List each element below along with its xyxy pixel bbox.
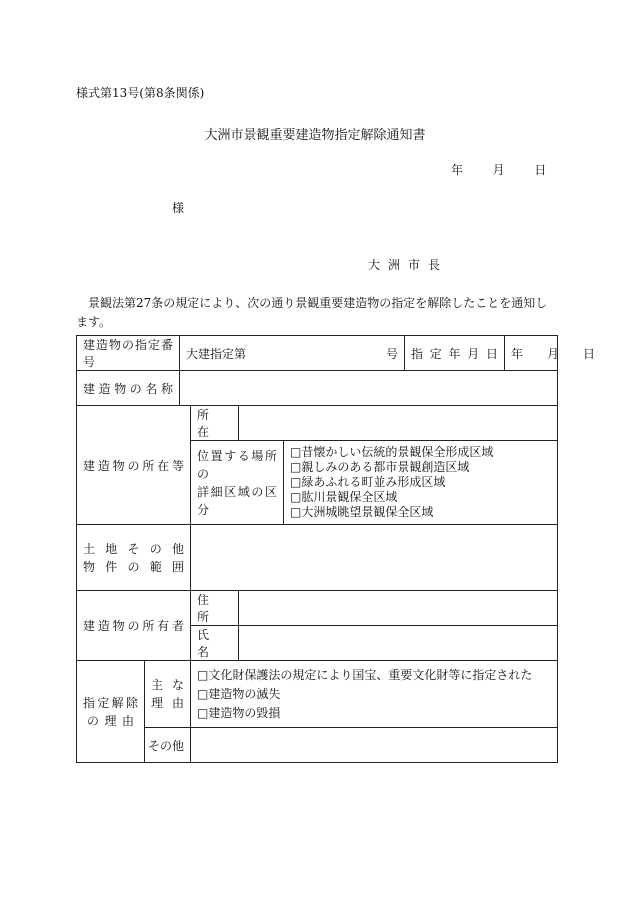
district-option-4[interactable]: □肱川景観保全区域 xyxy=(290,490,398,504)
location-label: 建造物の所在等 xyxy=(77,406,191,525)
notice-table xyxy=(76,335,596,763)
building-name-label: 建造物の名称 xyxy=(77,371,180,406)
address-label: 所 在 xyxy=(191,406,239,441)
district-label: 位置する場所の 詳細区域の区分 xyxy=(191,441,284,525)
designation-number-suffix: 号 xyxy=(386,346,399,361)
form-number: 様式第13号(第8条関係) xyxy=(76,86,205,100)
reason-option-2[interactable]: □建造物の滅失 xyxy=(197,686,281,701)
main-reason-options xyxy=(191,661,558,728)
other-reason-field[interactable] xyxy=(191,728,558,763)
reason-label: 指定解除 の理由 xyxy=(77,661,145,763)
main-reason-label: 主な 理由 xyxy=(145,661,191,728)
designation-number-field[interactable] xyxy=(180,336,405,371)
building-name-field[interactable] xyxy=(180,371,558,406)
district-option-1[interactable]: □昔懐かしい伝統的景観保全形成区域 xyxy=(290,445,494,459)
designation-number-label: 建造物の指定番号 xyxy=(77,336,180,371)
owner-name-field[interactable] xyxy=(239,626,558,661)
land-range-field[interactable] xyxy=(191,525,558,591)
notice-text: 景観法第27条の規定により、次の通り景観重要建造物の指定を解除したことを通知します。 xyxy=(76,296,548,329)
owner-label: 建造物の所有者 xyxy=(77,591,191,661)
district-options xyxy=(284,441,558,525)
other-reason-label: その他 xyxy=(145,728,191,763)
issuer-name: 大洲市長 xyxy=(368,258,449,272)
document-title: 大洲市景観重要建造物指定解除通知書 xyxy=(204,128,426,143)
designation-date-field[interactable]: 年 月 日 xyxy=(505,336,558,371)
designation-date-label: 指定年月日 xyxy=(405,336,505,371)
date-day-label: 日 xyxy=(534,163,547,177)
designation-number-prefix: 大建指定第 xyxy=(186,346,247,361)
issue-date xyxy=(451,161,546,178)
address-field[interactable] xyxy=(239,406,558,441)
owner-address-label: 住 所 xyxy=(191,591,239,626)
owner-address-field[interactable] xyxy=(239,591,558,626)
district-option-2[interactable]: □親しみのある都市景観創造区域 xyxy=(290,460,470,474)
date-year-label: 年 xyxy=(451,163,464,177)
date-month-label: 月 xyxy=(492,163,505,177)
district-option-5[interactable]: □大洲城眺望景観保全区域 xyxy=(290,505,434,519)
reason-option-1[interactable]: □文化財保護法の規定により国宝、重要文化財等に指定された xyxy=(197,667,533,682)
reason-option-3[interactable]: □建造物の毀損 xyxy=(197,705,281,720)
district-option-3[interactable]: □緑あふれる町並み形成区域 xyxy=(290,475,446,489)
owner-name-label: 氏 名 xyxy=(191,626,239,661)
land-range-label: 土地その他 物件の範囲 xyxy=(77,525,191,591)
recipient-suffix: 様 xyxy=(172,201,185,215)
